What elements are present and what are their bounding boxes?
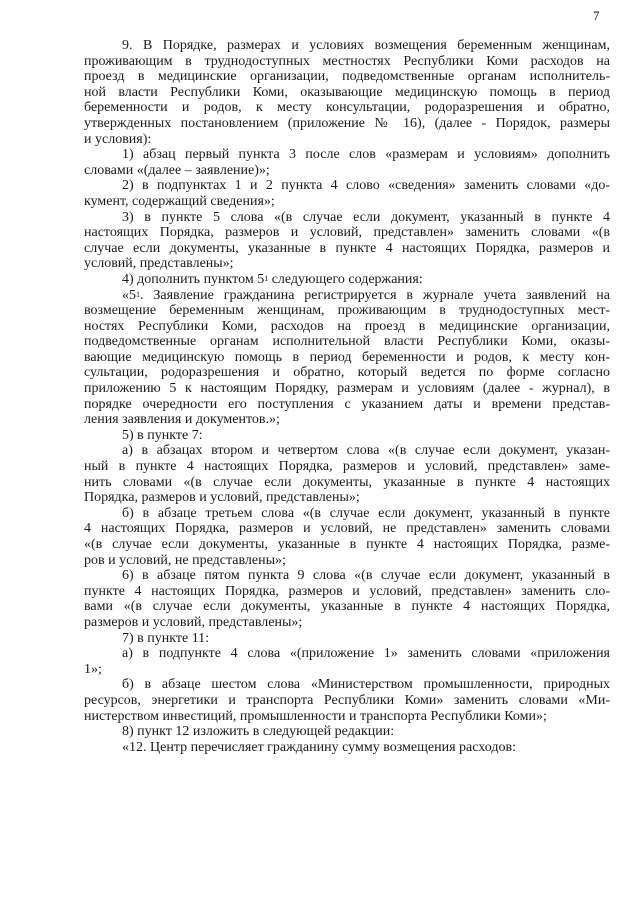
text-line	[84, 646, 610, 662]
line-text: ный в пункте 4 настоящих Порядка, размеров и условий, представлен» заме-	[84, 459, 610, 475]
line-text: б) в абзаце третьем слова «(в случае если документ, указанный в пункте	[122, 505, 610, 521]
text-line	[84, 615, 610, 631]
line-text: порядке очередности его поступления с указанием даты и времени представ-	[84, 396, 610, 412]
line-text: нистерством инвестиций, промышленности и транспорта Республики Коми»;	[84, 708, 547, 724]
line-text: настоящих Порядка, размеров и условий, представлен» заменить словами «(в	[84, 225, 610, 241]
line-text: «5	[122, 287, 136, 303]
text-line	[84, 54, 610, 70]
line-text: 6) в абзаце пятом пункта 9 слова «(в случае если документ, указанный в	[122, 568, 610, 584]
line-text: «(в случае если документы, указанные в пункте 4 настоящих Порядка, разме-	[84, 537, 610, 552]
line-text: ной власти Республики Коми, оказывающие медицинскую помощь в период	[84, 84, 610, 100]
text-line	[84, 475, 610, 491]
line-text: 1»;	[84, 661, 102, 677]
text-line	[84, 288, 610, 304]
text-line	[84, 225, 610, 241]
text-line	[84, 506, 610, 522]
text-line	[84, 724, 610, 740]
line-text: 4) дополнить пунктом 5	[122, 271, 265, 287]
text-line	[84, 412, 610, 428]
line-text: подведомственные органам исполнительной власти Республики Коми, оказы-	[84, 334, 610, 350]
text-line	[84, 568, 610, 584]
text-line	[84, 69, 610, 85]
line-text: 8) пункт 12 изложить в следующей редакции:	[122, 724, 395, 740]
text-line	[84, 553, 610, 569]
line-text: проезд в медицинские организации, подведомственные органам исполнитель-	[84, 69, 610, 85]
line-text-continued: . Заявление гражданина регистрируется в журнале учета заявлений на	[140, 287, 610, 303]
text-line	[84, 303, 610, 319]
text-line	[84, 490, 610, 506]
document-text	[84, 38, 610, 755]
line-text: проживающим в труднодоступных местностях Республики Коми расходов на	[84, 53, 610, 69]
line-text: нить словами «(в случае если документы, указанные в пункте 4 настоящих	[84, 474, 610, 490]
line-text: вающие медицинскую помощь в период беременности и родов, к месту кон-	[84, 349, 610, 365]
text-line	[84, 147, 610, 163]
page-number: 7	[593, 8, 600, 23]
text-line	[84, 459, 610, 475]
line-text: словами «(далее – заявление)»;	[84, 162, 270, 178]
text-line	[84, 178, 610, 194]
line-text: и условия):	[84, 131, 152, 147]
text-line	[84, 241, 610, 257]
text-line	[84, 194, 610, 210]
line-text: пункте 4 настоящих Порядка, размеров и условий, представлен» заменить сло-	[84, 583, 610, 599]
line-text: ресурсов, энергетики и транспорта Республики Коми» заменить словами «Ми-	[84, 692, 610, 708]
text-line	[84, 350, 610, 366]
line-text: условий, представлены»;	[84, 256, 234, 272]
line-text: ров и условий, не представлены»;	[84, 552, 286, 568]
text-line	[84, 537, 610, 553]
line-text: 5) в пункте 7:	[122, 427, 203, 443]
text-line	[84, 163, 610, 179]
text-line	[84, 584, 610, 600]
line-text: случае если документы, указанные в пункте 4 настоящих Порядка, размеров и	[84, 240, 610, 256]
text-line	[84, 319, 610, 335]
text-line	[84, 521, 610, 537]
text-line	[84, 443, 610, 459]
line-text: утвержденных постановлением (приложение № 16), (далее - Порядок, размеры	[84, 115, 610, 131]
line-text: 7) в пункте 11:	[122, 630, 210, 646]
line-text: возмещение беременным женщинам, проживающим в труднодоступных мест-	[84, 303, 610, 319]
text-line	[84, 709, 610, 725]
text-line	[84, 38, 610, 54]
line-text: размеров и условий, представлены»;	[84, 614, 303, 630]
line-text: 1) абзац первый пункта 3 после слов «размерам и условиям» дополнить	[122, 147, 610, 163]
line-text: 9. В Порядке, размерах и условиях возмещения беременным женщинам,	[122, 38, 610, 53]
text-line	[84, 116, 610, 132]
text-line	[84, 397, 610, 413]
line-text-continued: следующего содержания:	[268, 271, 423, 287]
text-line	[84, 365, 610, 381]
text-line	[84, 677, 610, 693]
line-text: вами «(в случае если документы, указанные в пункте 4 настоящих Порядка,	[84, 599, 610, 615]
line-text: а) в абзацах втором и четвертом слова «(в случае если документ, указан-	[122, 443, 610, 459]
text-line	[84, 85, 610, 101]
line-text: б) в абзаце шестом слова «Министерством промышленности, природных	[122, 677, 610, 693]
superscript: 1	[136, 289, 140, 299]
line-text: приложению 5 к настоящим Порядку, размерам и условиям (далее - журнал), в	[84, 381, 610, 397]
line-text: 3) в пункте 5 слова «(в случае если документ, указанный в пункте 4	[122, 209, 610, 225]
text-line	[84, 428, 610, 444]
line-text: кумент, содержащий сведения»;	[84, 193, 275, 209]
line-text: Порядка, размеров и условий, представлены»;	[84, 490, 360, 506]
line-text: «12. Центр перечисляет гражданину сумму возмещения расходов:	[122, 739, 516, 755]
line-text: ностях Республики Коми, расходов на проезд в медицинские организации,	[84, 318, 610, 334]
text-line	[84, 599, 610, 615]
line-text: ления заявления и документов.»;	[84, 412, 280, 428]
line-text: 4 настоящих Порядка, размеров и условий, не представлен» заменить словами	[84, 521, 610, 537]
text-line	[84, 100, 610, 116]
superscript: 1	[264, 273, 269, 283]
text-line	[84, 132, 610, 148]
text-line	[84, 334, 610, 350]
text-line	[84, 662, 610, 678]
text-line	[84, 631, 610, 647]
line-text: 2) в подпунктах 1 и 2 пункта 4 слово «сведения» заменить словами «до-	[122, 178, 610, 194]
line-text: сультации, родоразрешения и обратно, который ведется по форме согласно	[84, 365, 610, 381]
text-line	[84, 272, 610, 288]
line-text: беременности и родов, к месту консультации, родоразрешения и обратно,	[84, 100, 610, 116]
text-line	[84, 210, 610, 226]
text-line	[84, 381, 610, 397]
text-line	[84, 693, 610, 709]
text-line	[84, 740, 610, 756]
line-text: а) в подпункте 4 слова «(приложение 1» заменить словами «приложения	[122, 646, 610, 662]
text-line	[84, 256, 610, 272]
